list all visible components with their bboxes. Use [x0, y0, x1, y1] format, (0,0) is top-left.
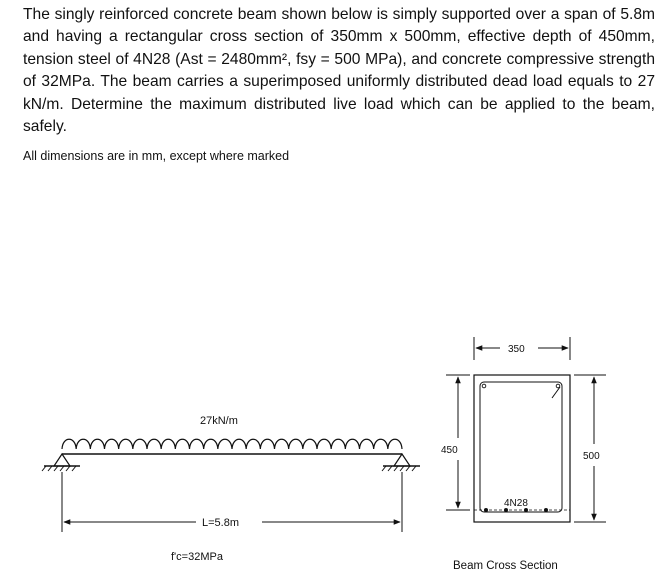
span-label: L=5.8m — [202, 517, 239, 529]
right-support — [382, 454, 420, 471]
udl-load — [62, 439, 402, 449]
section-caption: Beam Cross Section — [453, 560, 558, 572]
stirrup — [480, 382, 562, 512]
problem-statement: The singly reinforced concrete beam shown below is simply supported over a span of 5.8m and having a rectangular cross section of 350mm x 500mm, effective depth of 450mm, tension steel of 4N28 (Ast = 2480mm², fsy = 500 MPa), and concrete compressive strength of 32MPa. The beam carries a superimposed uniformly distributed dead load equals to 27 kN/m. Determine the maximum distributed live load which can be applied to the beam, safely. — [23, 6, 655, 136]
effective-depth-dimension — [446, 375, 470, 510]
effective-depth-label: 450 — [441, 445, 458, 456]
total-depth-label: 500 — [583, 451, 600, 462]
load-label: 27kN/m — [200, 415, 238, 427]
width-label: 350 — [508, 344, 525, 355]
total-depth-dimension — [574, 375, 606, 522]
top-bars — [482, 384, 560, 388]
dimensions-note: All dimensions are in mm, except where marked — [23, 149, 290, 163]
left-support — [42, 454, 80, 471]
steel-label: 4N28 — [504, 498, 528, 509]
concrete-strength-label: f'c=32MPa — [171, 551, 223, 563]
stirrup-hook — [552, 387, 560, 398]
